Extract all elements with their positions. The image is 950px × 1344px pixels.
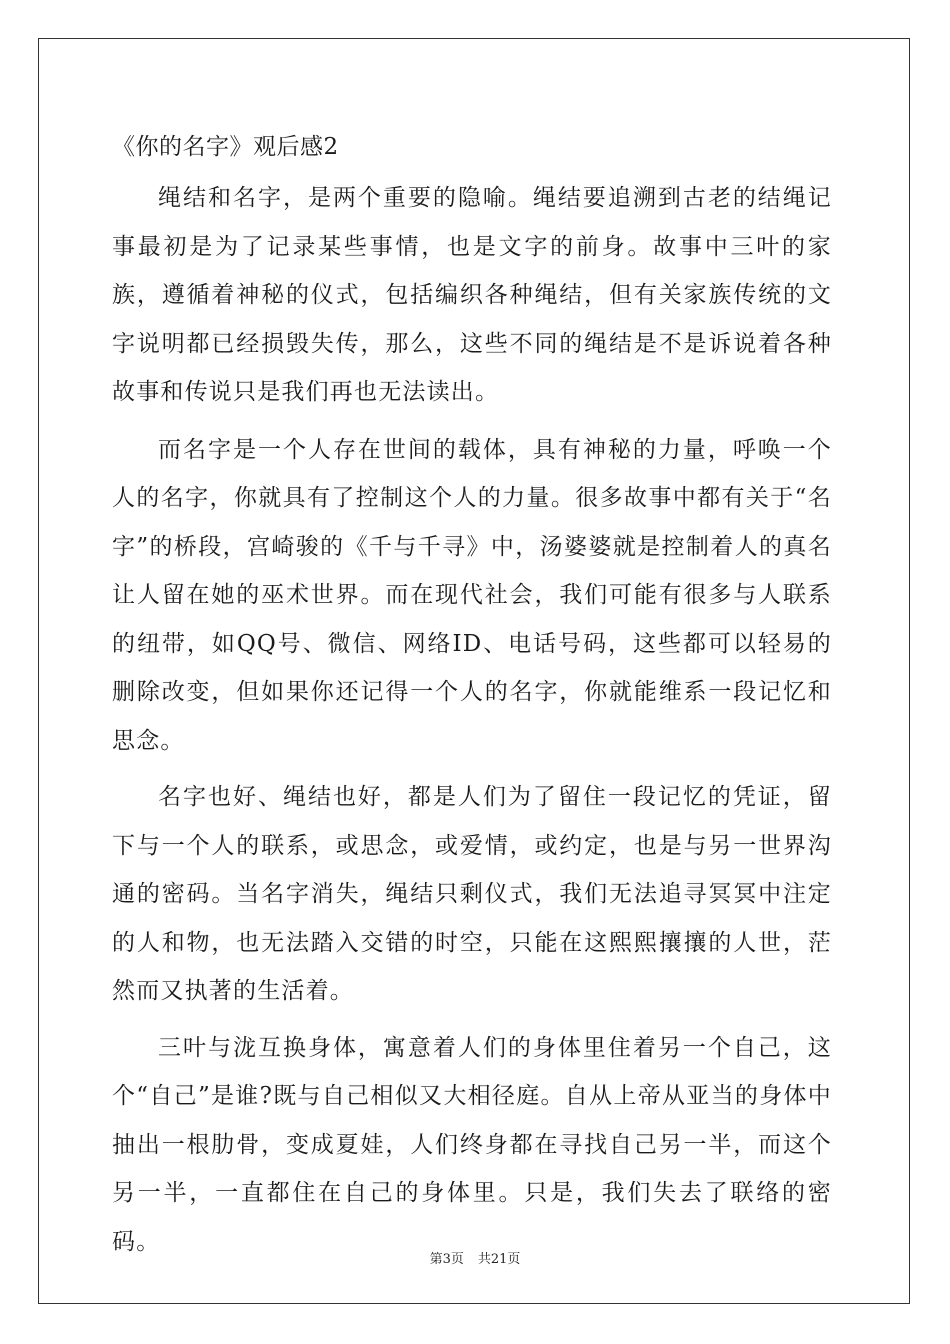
paragraph-4: 三叶与泷互换身体，寓意着人们的身体里住着另一个自己，这个“自己”是谁?既与自己相似又大相径庭。自从上帝从亚当的身体中抽出一根肋骨，变成夏娃，人们终身都在寻找自己另一半，而这个另一半，一直都住在自己的身体里。只是，我们失去了联络的密码。 bbox=[112, 1034, 832, 1255]
paragraph-2: 而名字是一个人存在世间的载体，具有神秘的力量，呼唤一个人的名字，你就具有了控制这个人的力量。很多故事中都有关于“名字”的桥段，宫崎骏的《千与千寻》中，汤婆婆就是控制着人的真名让人留在她的巫术世界。而在现代社会，我们可能有很多与人联系的纽带，如QQ号、微信、网络ID、电话号码，这些都可以轻易的删除改变，但如果你还记得一个人的名字，你就能维系一段记忆和思念。 bbox=[112, 436, 832, 754]
paragraph-1: 绳结和名字，是两个重要的隐喻。绳结要追溯到古老的结绳记事最初是为了记录某些事情，也是文字的前身。故事中三叶的家族，遵循着神秘的仪式，包括编织各种绳结，但有关家族传统的文字说明都已经损毁失传，那么，这些不同的绳结是不是诉说着各种故事和传说只是我们再也无法读出。 bbox=[112, 185, 832, 405]
page-footer bbox=[0, 1248, 950, 1267]
document-title: 《你的名字》观后感2 bbox=[112, 134, 339, 160]
document-body bbox=[112, 128, 832, 1266]
page-number: 第3页 bbox=[429, 1252, 464, 1267]
page-total: 共21页 bbox=[477, 1252, 521, 1267]
paragraph-3: 名字也好、绳结也好，都是人们为了留住一段记忆的凭证，留下与一个人的联系，或思念，或爱情，或约定，也是与另一世界沟通的密码。当名字消失，绳结只剩仪式，我们无法追寻冥冥中注定的人和物，也无法踏入交错的时空，只能在这熙熙攘攘的人世，茫然而又执著的生活着。 bbox=[112, 784, 832, 1004]
